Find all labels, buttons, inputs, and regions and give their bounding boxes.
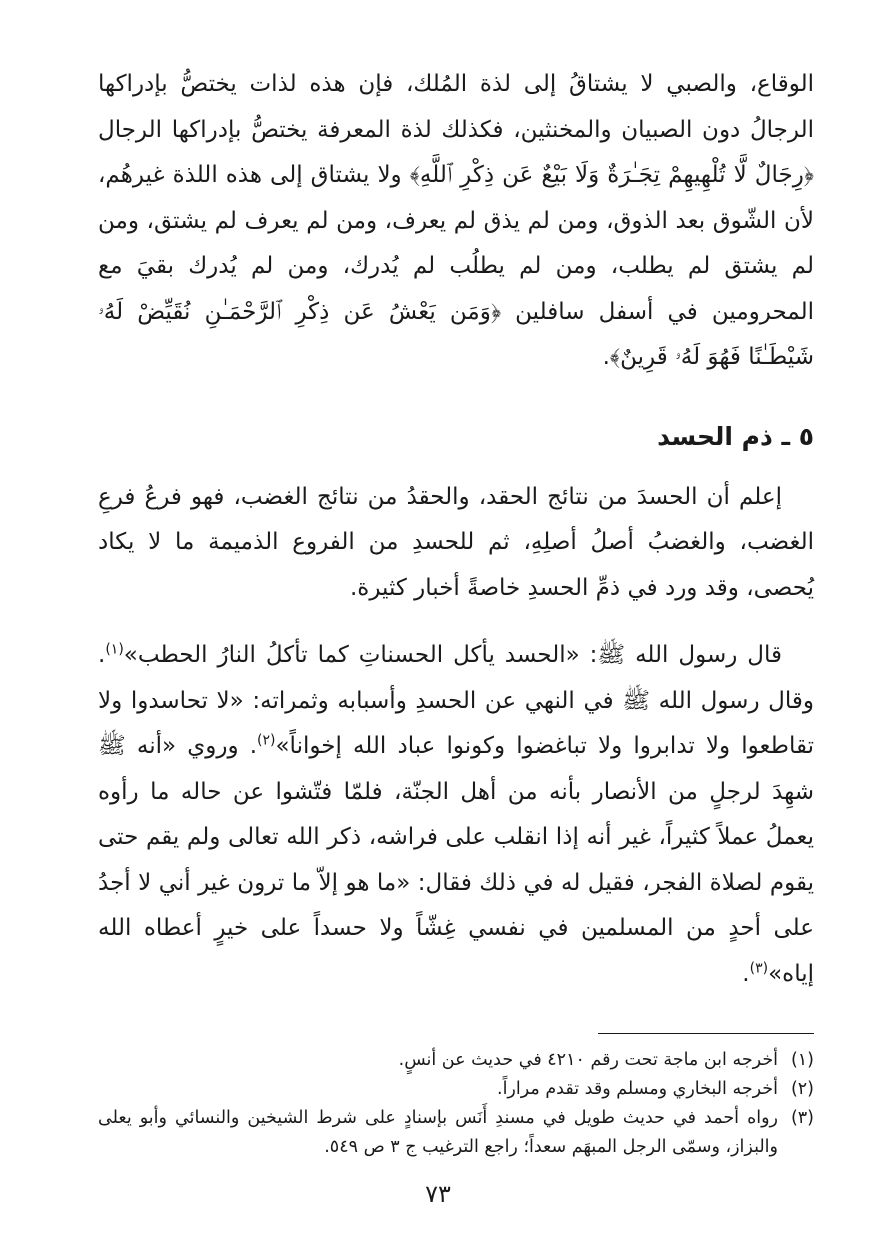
footnote-number: (٢)	[790, 1079, 814, 1099]
footnote-ref-2: (٢)	[257, 732, 276, 749]
page-number: ٧٣	[425, 1180, 451, 1208]
paragraph-intro-envy: إعلم أن الحسدَ من نتائج الحقد، والحقدُ من نتائج الغضب، فهو فرعُ فرعِ الغضب، والغضبُ أصلُ أصلِهِ، ثم للحسدِ من الفروع الذميمة ما لا يكاد يُحصى، وقد ورد في ذمِّ الحسدِ خاصةً أخبار كثيرة.	[98, 483, 814, 601]
spacer	[98, 611, 814, 633]
paragraph-continuation: الوقاع، والصبي لا يشتاقُ إلى لذة المُلك، فإن هذه لذات يختصُّ بإدراكها الرجالُ دون الصبيان والمخنثين، فكذلك لذة المعرفة يختصُّ بإدراكها الرجال ﴿رِجَالٌ لَّا تُلْهِيهِمْ تِجَـٰرَةٌ وَلَا بَيْعٌ عَن ذِكْرِ ٱللَّهِ﴾ ولا يشتاق إلى هذه اللذة غيرهُم، لأن الشّوق بعد الذوق، ومن لم يذق لم يعرف، ومن لم يعرف لم يشتق، ومن لم يشتق لم يطلب، ومن لم يطلُب لم يُدرك، ومن لم يُدرك بقيَ مع المحرومين في أسفل سافلين ﴿وَمَن يَعْشُ عَن ذِكْرِ ٱلرَّحْمَـٰنِ نُقَيِّضْ لَهُۥ شَيْطَـٰنًا فَهُوَ لَهُۥ قَرِينٌ﴾.	[98, 71, 814, 370]
footnote-number: (١)	[790, 1050, 814, 1070]
footnote-text: رواه أحمد في حديث طويل في مسندِ أَنَس بإسنادٍ على شرط الشيخين والنسائي وأبو يعلى والبزاز، وسمّى الرجل المبهَم سعداً؛ راجع الترغيب ج ٣ ص ٥٤٩.	[98, 1108, 778, 1157]
hadith-text-2: . وقال رسول الله ﷺ في النهي عن الحسدِ وأسبابه وثمراته: «لا تحاسدوا ولا تقاطعوا ولا تدابروا ولا تباغضوا وكونوا عباد الله إخواناً»	[98, 642, 814, 759]
section-heading: ٥ ـ ذم الحسد	[657, 421, 814, 451]
footnote-item	[98, 1075, 814, 1104]
paragraph-hadith	[98, 633, 814, 997]
footnote-item	[98, 1104, 814, 1162]
footnote-ref-3: (٣)	[749, 959, 769, 976]
book-page	[98, 62, 814, 1208]
spacer	[98, 457, 814, 475]
footnote-separator	[598, 1033, 814, 1034]
hadith-text-3: . وروي «أنه ﷺ شهِدَ لرجلٍ من الأنصار بأنه من أهل الجنّة، فلمّا فتّشوا عن حاله ما رأوه يعملُ عملاً كثيراً، غير أنه إذا انقلب على فراشه، ذكر الله تعالى ولم يقم حتى يقوم لصلاة الفجر، فقيل له في ذلك فقال: «ما هو إلاّ ما ترون غير أني لا أجدُ على أحدٍ من المسلمين في نفسي غِشّاً ولا حسداً على خيرٍ أعطاه الله إياه»	[98, 733, 814, 987]
footnote-ref-1: (١)	[105, 641, 124, 658]
footnotes	[98, 1046, 814, 1162]
footnote-text: أخرجه ابن ماجة تحت رقم ٤٢١٠ في حديث عن أنسٍ.	[398, 1050, 778, 1070]
footnote-number: (٣)	[790, 1108, 814, 1128]
hadith-text-4: .	[742, 960, 750, 987]
footnote-item	[98, 1046, 814, 1075]
hadith-text-1: قال رسول الله ﷺ: «الحسد يأكل الحسناتِ كما تأكلُ النارُ الحطب»	[123, 642, 782, 668]
footnote-text: أخرجه البخاري ومسلم وقد تقدم مراراً.	[497, 1079, 778, 1099]
